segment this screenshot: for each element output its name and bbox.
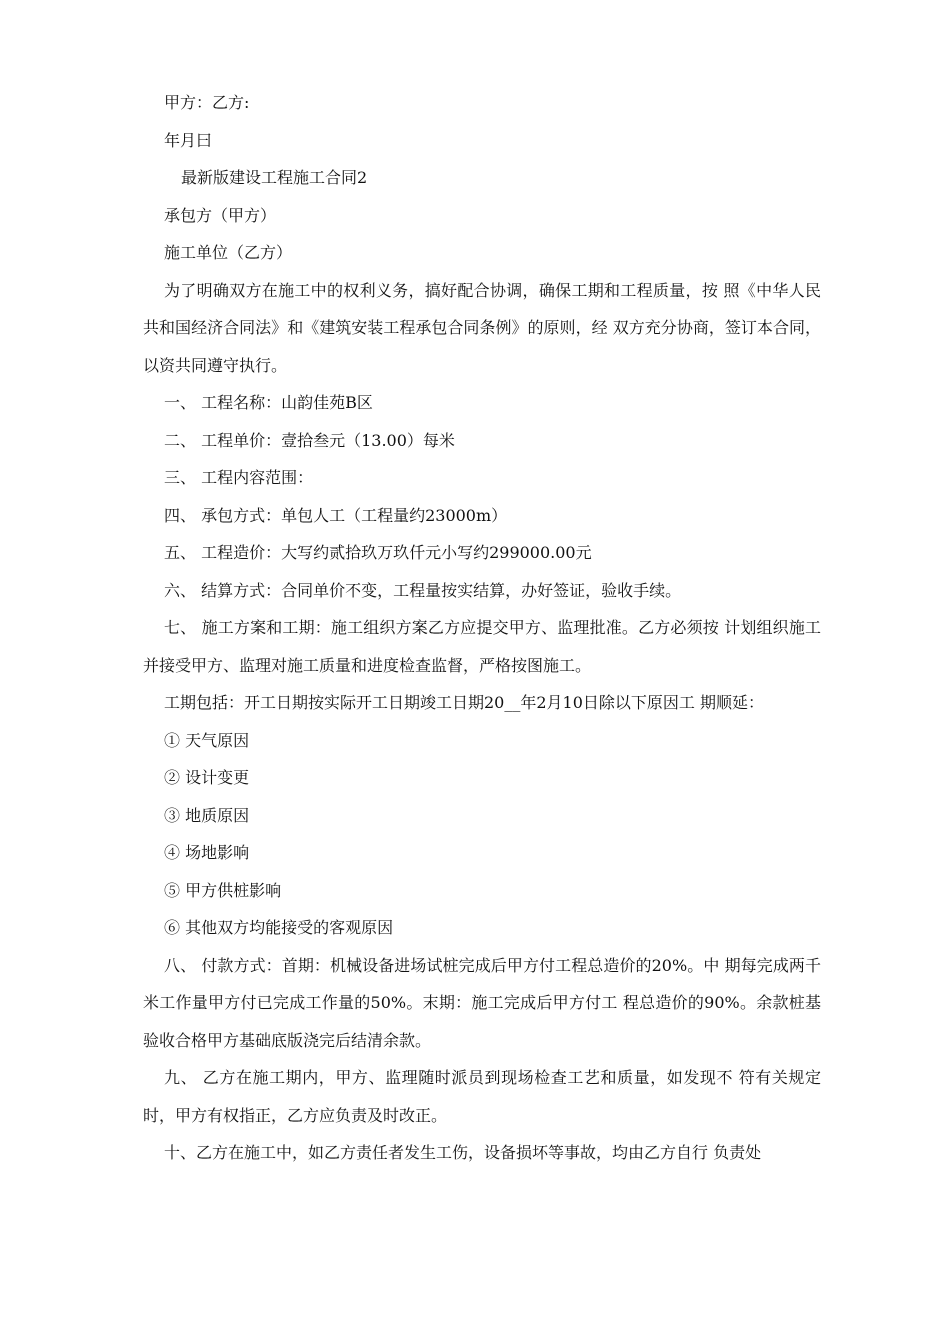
- clause-9: 九、 乙方在施工期内，甲方、监理随时派员到现场检查工艺和质量，如发现不 符有关规定时，甲方有权指正，乙方应负责及时改正。: [143, 1068, 821, 1125]
- reason-item: ⑤ 甲方供桩影响: [164, 880, 282, 900]
- clause-8: 八、 付款方式：首期：机械设备进场试桩完成后甲方付工程总造价的20%。中 期每完成两千米工作量甲方付已完成工作量的50%。末期：施工完成后甲方付工 程总造价的90%。余款桩基验收合格甲方基础底版浇完后结清余款。: [143, 955, 821, 1050]
- reason-item: ① 天气原因: [164, 730, 250, 750]
- contractor-label: 承包方（甲方）: [164, 205, 277, 225]
- reason-item: ② 设计变更: [164, 768, 250, 787]
- reason-item: ④ 场地影响: [164, 843, 250, 862]
- construction-unit-label: 施工单位（乙方）: [164, 243, 293, 262]
- clause-1: 一、 工程名称：山韵佳苑B区: [164, 393, 373, 412]
- clause-4: 四、 承包方式：单包人工（工程量约23000m）: [164, 505, 508, 525]
- clause-2: 二、 工程单价：壹拾叁元（13.00）每米: [164, 430, 455, 450]
- clause-3: 三、 工程内容范围：: [164, 468, 314, 487]
- clause-6: 六、 结算方式：合同单价不变，工程量按实结算，办好签证，验收手续。: [164, 580, 682, 600]
- schedule-line: 工期包括：开工日期按实际开工日期竣工日期20__年2月10日除以下原因工 期顺延：: [164, 693, 764, 712]
- reason-item: ⑥ 其他双方均能接受的客观原因: [164, 918, 394, 937]
- document-title: 最新版建设工程施工合同2: [181, 168, 368, 187]
- parties-line: 甲方：乙方:: [164, 93, 250, 112]
- clause-5: 五、 工程造价：大写约贰拾玖万玖仟元小写约299000.00元: [164, 543, 592, 562]
- clause-10: 十、乙方在施工中，如乙方责任者发生工伤，设备损坏等事故，均由乙方自行 负责处: [164, 1143, 762, 1162]
- date-line: 年月曰: [164, 130, 213, 150]
- intro-paragraph: 为了明确双方在施工中的权利义务，搞好配合协调，确保工期和工程质量，按 照《中华人民共和国经济合同法》和《建筑安装工程承包合同条例》的原则，经 双方充分协商，签订本合同，以资共同遵守执行。: [143, 280, 821, 375]
- reason-item: ③ 地质原因: [164, 805, 250, 825]
- clause-7: 七、 施工方案和工期：施工组织方案乙方应提交甲方、监理批准。乙方必须按 计划组织施工并接受甲方、监理对施工质量和进度检查监督，严格按图施工。: [143, 618, 821, 675]
- document-body: [143, 84, 821, 1172]
